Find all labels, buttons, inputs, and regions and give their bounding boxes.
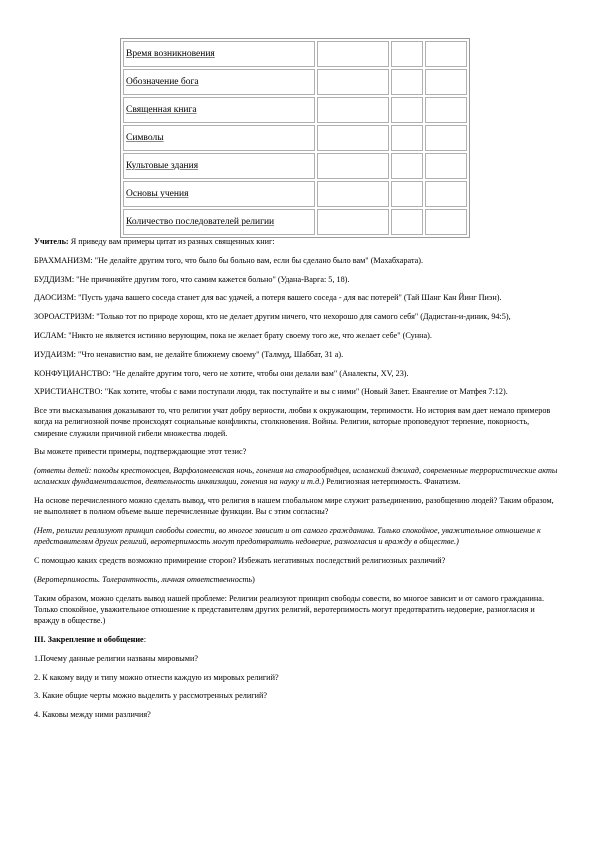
table-row — [123, 69, 467, 95]
row-label: Культовые здания — [123, 153, 315, 179]
section-title: III. Закрепление и обобщение — [34, 634, 144, 644]
table-row — [123, 181, 467, 207]
table-cell[interactable] — [425, 125, 467, 151]
quote-christianity: ХРИСТИАНСТВО: "Как хотите, чтобы с вами поступали люди, так поступайте и вы с ними" (Новый Завет. Евангелие от Матфея 7:12). — [34, 387, 508, 397]
table-cell[interactable] — [317, 209, 389, 235]
table-row — [123, 97, 467, 123]
teacher-text: Я приведу вам примеры цитат из разных священных книг: — [68, 237, 275, 246]
quote-brahmanism: БРАХМАНИЗМ: "Не делайте другим того, что было бы больно вам, если бы сделано было вам" (Махабхарата). — [34, 255, 424, 265]
table-cell[interactable] — [317, 97, 389, 123]
table-cell[interactable] — [425, 69, 467, 95]
question-examples: Вы можете привести примеры, подтверждающие этот тезис? — [34, 447, 247, 457]
table-cell[interactable] — [391, 153, 423, 179]
table-cell[interactable] — [317, 41, 389, 67]
table-cell[interactable] — [391, 125, 423, 151]
teacher-intro — [34, 236, 562, 247]
paren-open: ( — [34, 574, 37, 584]
answer-means — [34, 574, 562, 585]
table-row — [123, 125, 467, 151]
table-cell[interactable] — [391, 209, 423, 235]
quote-zoroastrianism: ЗОРОАСТРИЗМ: "Только тот по природе хорош, кто не делает другим ничего, что нехорошо для самого себя" (Дадистан-и-диник, 94:5), — [34, 312, 511, 322]
table-cell[interactable] — [425, 209, 467, 235]
table-cell[interactable] — [425, 153, 467, 179]
table-cell[interactable] — [391, 69, 423, 95]
table-row — [123, 153, 467, 179]
teacher-label: Учитель: — [34, 237, 69, 246]
quote-islam: ИСЛАМ: "Никто не является истинно верующим, пока не желает брату своему того же, что желает себе" (Сунна). — [34, 330, 432, 340]
row-label: Время возникновения — [123, 41, 315, 67]
section-heading — [34, 634, 562, 645]
quote-judaism: ИУДАИЗМ: "Что ненавистно вам, не делайте ближнему своему" (Талмуд, Шаббат, 31 а). — [34, 349, 344, 359]
table-cell[interactable] — [317, 153, 389, 179]
answer-means-italic: Веротерпимость. Толерантность, личная ответственность — [36, 574, 253, 584]
review-question-3: 3. Какие общие черты можно выделить у рассмотренных религий? — [34, 691, 268, 701]
table-cell[interactable] — [425, 97, 467, 123]
answer-conclusion: (Нет, религии реализуют принцип свободы совести, во многое зависит и от самого гражданина. Только спокойное, уважительное отношение к представителям других религий, веротерпимость могут предотвратить недоверие, разногласия и вражду в обществе.) — [34, 526, 541, 547]
paragraph-statements: Все эти высказывания доказывают то, что религии учат добру верности, любви к окружающим, терпимости. Но история вам дает немало примеров когда на религиозной почве происходят социальные конфликты, столкновения. Войны. Религии, которые проповедуют терпение, покорность, смирение служили причиной гибели множества людей. — [34, 406, 551, 438]
question-means: С помощью каких средств возможно примирение сторон? Избежать негативных последствий религиозных различий? — [34, 556, 446, 566]
review-question-2: 2. К какому виду и типу можно отнести каждую из мировых религий? — [34, 672, 279, 682]
table-cell[interactable] — [391, 41, 423, 67]
row-label: Символы — [123, 125, 315, 151]
answer-examples-italic: (ответы детей: походы крестоносцев, Варфоломеевская ночь, гонения на старообрядцев, исламский джихад, современные террористические акты исламских фундаменталистов, деятельность инквизиции, гонения на науку и т.д.) — [34, 466, 558, 487]
table-cell[interactable] — [425, 41, 467, 67]
question-conclusion: На основе перечисленного можно сделать вывод, что религия в нашем глобальном мире служит разъединению, разобщению людей? Таким образом, не выполняет в полном объеме выше перечисленные функции. Вы с этим согласны? — [34, 496, 554, 517]
table-row — [123, 41, 467, 67]
table-cell[interactable] — [317, 69, 389, 95]
comparison-table — [120, 38, 470, 238]
review-question-1: 1.Почему данные религии названы мировыми? — [34, 653, 199, 663]
section-colon: : — [143, 634, 146, 644]
document-body — [34, 236, 562, 728]
table-cell[interactable] — [317, 181, 389, 207]
table-cell[interactable] — [391, 181, 423, 207]
table-cell[interactable] — [425, 181, 467, 207]
final-conclusion: Таким образом, можно сделать вывод нашей проблеме: Религии реализуют принцип свободы совести, во многое зависит и от самого гражданина. Только спокойное, уважительное отношение к представителям других религий, веротерпимость могут предотвратить недоверие, разногласия и вражду в обществе.) — [34, 593, 544, 626]
quote-buddhism: БУДДИЗМ: "Не причиняйте другим того, что самим кажется больно" (Удана-Варга: 5, 18). — [34, 274, 350, 284]
row-label: Количество последователей религии — [123, 209, 315, 235]
answer-examples — [34, 465, 562, 487]
table-row — [123, 209, 467, 235]
table-cell[interactable] — [391, 97, 423, 123]
row-label: Основы учения — [123, 181, 315, 207]
paren-close: ) — [252, 574, 255, 584]
quote-confucianism: КОНФУЦИАНСТВО: "Не делайте другим того, чего не хотите, чтобы они делали вам" (Аналекты, XV, 23). — [34, 368, 409, 378]
answer-examples-tail: Религиозная нетерпимость. Фанатизм. — [324, 477, 461, 487]
review-question-4: 4. Каковы между ними различия? — [34, 710, 151, 720]
row-label: Священная книга — [123, 97, 315, 123]
table-cell[interactable] — [317, 125, 389, 151]
quote-taoism: ДАОСИЗМ: "Пусть удача вашего соседа станет для вас удачей, а потеря вашего соседа - для вас потерей" (Тай Шанг Кан Йинг Пиэн). — [34, 293, 502, 303]
row-label: Обозначение бога — [123, 69, 315, 95]
